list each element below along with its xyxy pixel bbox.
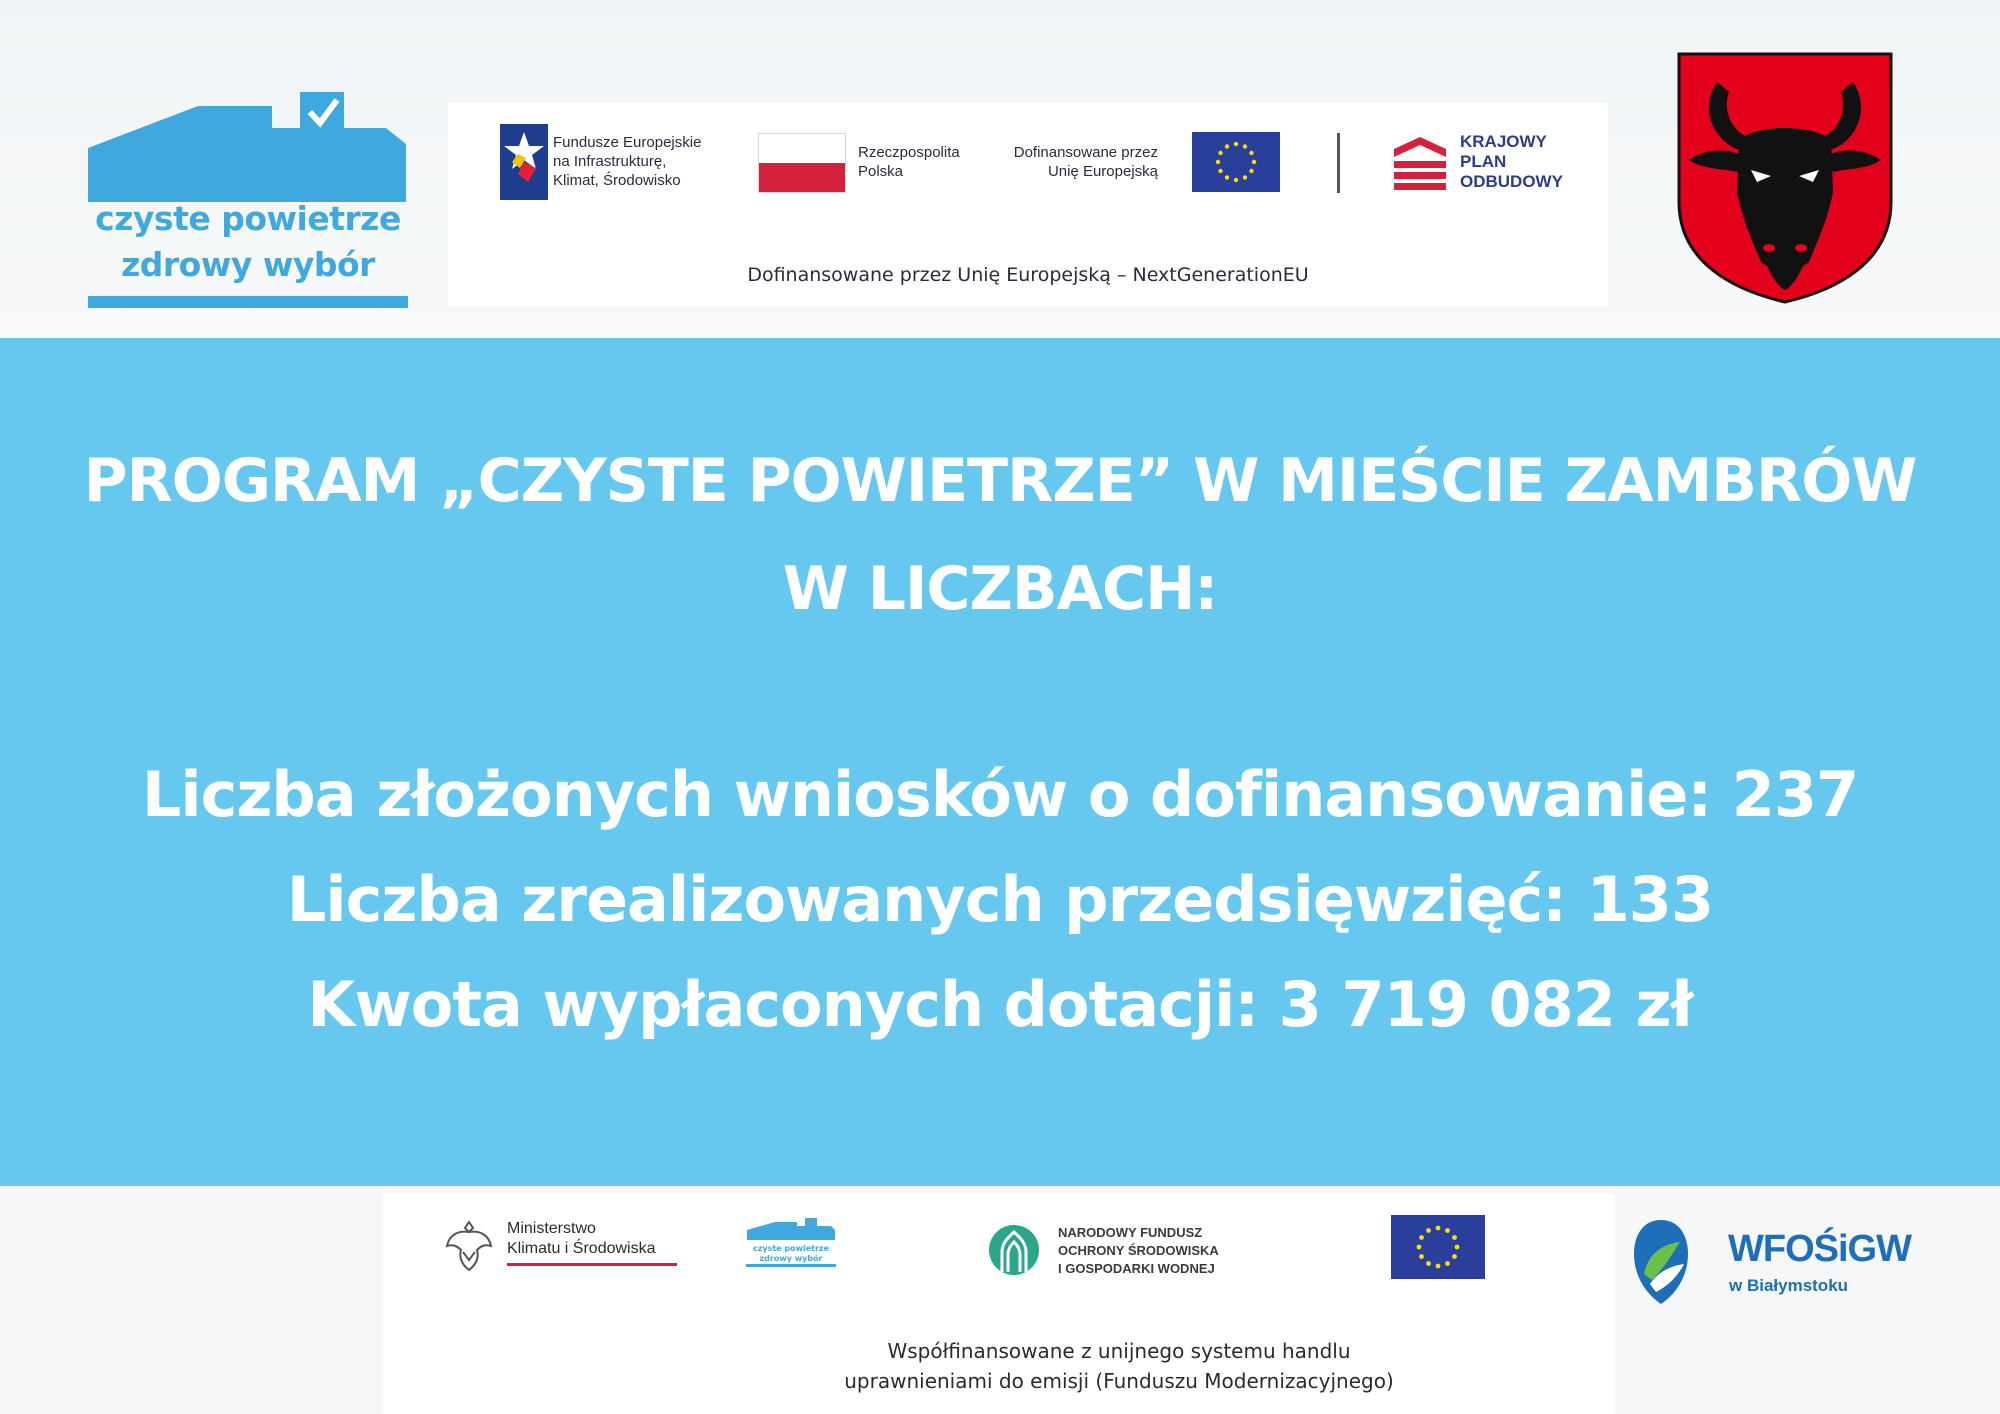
fe-star-icon — [500, 124, 548, 200]
next-generation-eu-text: Dofinansowane przez Unię Europejską – NextGenerationEU — [747, 264, 1309, 286]
eagle-emblem-icon — [445, 1216, 493, 1274]
wfos-sub: w Białymstoku — [1729, 1276, 1849, 1295]
small-house-check-icon — [745, 1218, 837, 1240]
program-logo-underline — [88, 296, 408, 308]
eu-funding-logos — [448, 103, 1608, 307]
kpo-icon — [1394, 135, 1446, 193]
headline-line1: PROGRAM „CZYSTE POWIETRZE” W MIEŚCIE ZAMBRÓW — [83, 446, 1917, 516]
program-logo-text — [86, 196, 410, 288]
eu-flag-icon — [1192, 132, 1280, 192]
wfos-name: WFOŚiGW — [1728, 1228, 1911, 1270]
cofinanced-text — [383, 1336, 1615, 1396]
program-logo-line1: czyste powietrze — [95, 199, 401, 238]
rp-text: Rzeczpospolita Polska — [858, 144, 960, 180]
fe-text: Fundusze Europejskie na Infrastrukturę, Klimat, Środowisko — [553, 134, 702, 189]
logo-divider — [1337, 133, 1340, 193]
eu-flag-icon-footer — [1391, 1215, 1485, 1279]
footer-logos — [383, 1194, 1615, 1414]
stat-applications: Liczba złożonych wniosków o dofinansowanie: 237 — [141, 758, 1859, 831]
headline-line2: W LICZBACH: — [782, 554, 1218, 624]
small-logo-line2: zdrowy wybór — [759, 1254, 823, 1263]
nfos-icon — [988, 1222, 1040, 1278]
zambrow-coat-of-arms-icon — [1677, 52, 1893, 304]
kpo-text: KRAJOWY PLAN ODBUDOWY — [1460, 132, 1563, 191]
program-logo — [86, 92, 410, 310]
cofinanced-line1: Współfinansowane z unijnego systemu handlu — [887, 1339, 1351, 1363]
stat-completed: Liczba zrealizowanych przedsięwzięć: 133 — [286, 863, 1714, 936]
cofinanced-line2: uprawnieniami do emisji (Funduszu Modernizacyjnego) — [844, 1369, 1394, 1393]
wfos-logo-icon — [1632, 1214, 1690, 1308]
ministry-text: Ministerstwo Klimatu i Środowiska — [507, 1220, 656, 1257]
program-logo-line2: zdrowy wybór — [121, 245, 375, 284]
poland-flag-icon — [758, 133, 846, 193]
cofinanced-eu-text: Dofinansowane przez Unię Europejską — [1013, 144, 1158, 180]
ministry-underline — [507, 1263, 677, 1266]
stat-amount: Kwota wypłaconych dotacji: 3 719 082 zł — [307, 968, 1693, 1041]
house-check-icon — [86, 92, 410, 202]
small-logo-line1: czyste powietrze — [752, 1244, 830, 1253]
nfos-text: NARODOWY FUNDUSZ OCHRONY ŚRODOWISKA I GOSPODARKI WODNEJ — [1058, 1225, 1219, 1276]
small-program-logo — [745, 1218, 837, 1268]
